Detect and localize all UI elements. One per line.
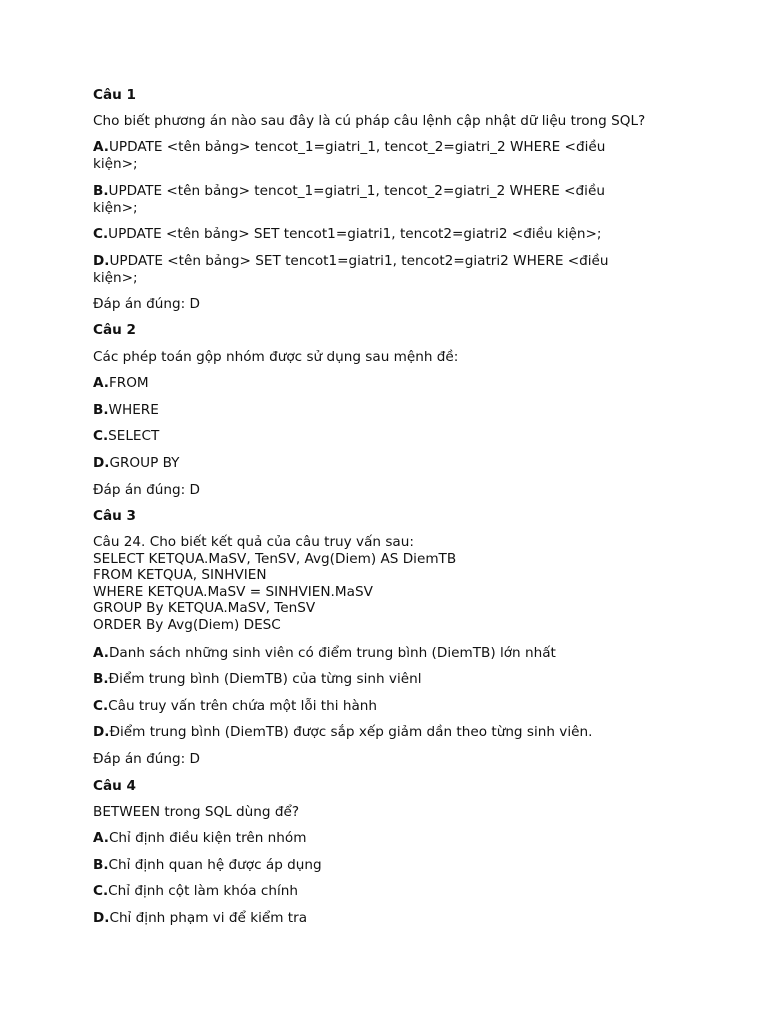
option-text: Điểm trung bình (DiemTB) được sắp xếp giảm dần theo từng sinh viên. xyxy=(109,724,593,740)
question-1-option-c xyxy=(93,226,653,243)
option-text: Danh sách những sinh viên có điểm trung bình (DiemTB) lớn nhất xyxy=(108,645,556,661)
question-3-option-a xyxy=(93,645,653,662)
question-1-option-b xyxy=(93,183,653,216)
question-3-option-b xyxy=(93,671,653,688)
question-4-title: Câu 4 xyxy=(93,778,137,794)
question-2-answer: Đáp án đúng: D xyxy=(93,482,200,498)
option-letter: C. xyxy=(93,698,109,714)
option-text: UPDATE <tên bảng> SET tencot1=giatri1, tencot2=giatri2 <điều kiện>; xyxy=(108,226,602,242)
option-letter: A. xyxy=(93,645,109,661)
question-2-title: Câu 2 xyxy=(93,322,137,338)
question-1-option-d xyxy=(93,253,653,286)
question-1-text: Cho biết phương án nào sau đây là cú pháp câu lệnh cập nhật dữ liệu trong SQL? xyxy=(93,113,646,129)
option-text: UPDATE <tên bảng> tencot_1=giatri_1, tencot_2=giatri_2 WHERE <điều kiện>; xyxy=(93,183,610,216)
question-2-text: Các phép toán gộp nhóm được sử dụng sau mệnh đề: xyxy=(93,349,459,365)
option-text: Chỉ định quan hệ được áp dụng xyxy=(108,857,322,873)
option-text: Chỉ định điều kiện trên nhóm xyxy=(108,830,307,846)
option-letter: D. xyxy=(93,910,110,926)
option-text: SELECT xyxy=(108,428,160,444)
question-1-title: Câu 1 xyxy=(93,87,137,103)
option-letter: B. xyxy=(93,402,109,418)
option-letter: C. xyxy=(93,883,109,899)
option-text: Câu truy vấn trên chứa một lỗi thi hành xyxy=(108,698,378,714)
option-text: GROUP BY xyxy=(109,455,180,471)
question-4-option-b xyxy=(93,857,653,874)
option-text: Chỉ định phạm vi để kiểm tra xyxy=(109,910,308,926)
option-letter: A. xyxy=(93,375,109,391)
question-3-text: Câu 24. Cho biết kết quả của câu truy vấn sau: SELECT KETQUA.MaSV, TenSV, Avg(Diem) AS DiemTB FROM KETQUA, SINHVIEN WHERE KETQUA.MaSV = SINHVIEN.MaSV GROUP By KETQUA.MaSV, TenSV ORDER By Avg(Diem) DESC xyxy=(93,534,457,633)
option-letter: D. xyxy=(93,724,110,740)
option-text: Điểm trung bình (DiemTB) của từng sinh viênl xyxy=(108,671,422,687)
question-4-text: BETWEEN trong SQL dùng để? xyxy=(93,804,300,820)
option-letter: D. xyxy=(93,253,110,269)
question-3-option-d xyxy=(93,724,653,741)
question-3-title: Câu 3 xyxy=(93,508,137,524)
option-letter: B. xyxy=(93,183,109,199)
option-text: UPDATE <tên bảng> SET tencot1=giatri1, tencot2=giatri2 WHERE <điều kiện>; xyxy=(93,253,613,286)
question-2-option-b xyxy=(93,402,653,419)
option-text: UPDATE <tên bảng> tencot_1=giatri_1, tencot_2=giatri_2 WHERE <điều kiện>; xyxy=(93,139,610,172)
option-letter: C. xyxy=(93,226,109,242)
option-letter: B. xyxy=(93,671,109,687)
option-letter: D. xyxy=(93,455,110,471)
option-letter: A. xyxy=(93,139,109,155)
option-text: Chỉ định cột làm khóa chính xyxy=(108,883,298,899)
option-letter: C. xyxy=(93,428,109,444)
question-4-option-d xyxy=(93,910,653,927)
question-3-option-c xyxy=(93,698,653,715)
option-letter: A. xyxy=(93,830,109,846)
question-4-option-c xyxy=(93,883,653,900)
question-4-option-a xyxy=(93,830,653,847)
question-3-answer: Đáp án đúng: D xyxy=(93,751,200,767)
question-2-option-a xyxy=(93,375,653,392)
question-2-option-c xyxy=(93,428,653,445)
question-2-option-d xyxy=(93,455,653,472)
option-text: WHERE xyxy=(108,402,159,418)
option-text: FROM xyxy=(108,375,149,391)
question-1-answer: Đáp án đúng: D xyxy=(93,296,200,312)
option-letter: B. xyxy=(93,857,109,873)
question-1-option-a xyxy=(93,139,653,172)
